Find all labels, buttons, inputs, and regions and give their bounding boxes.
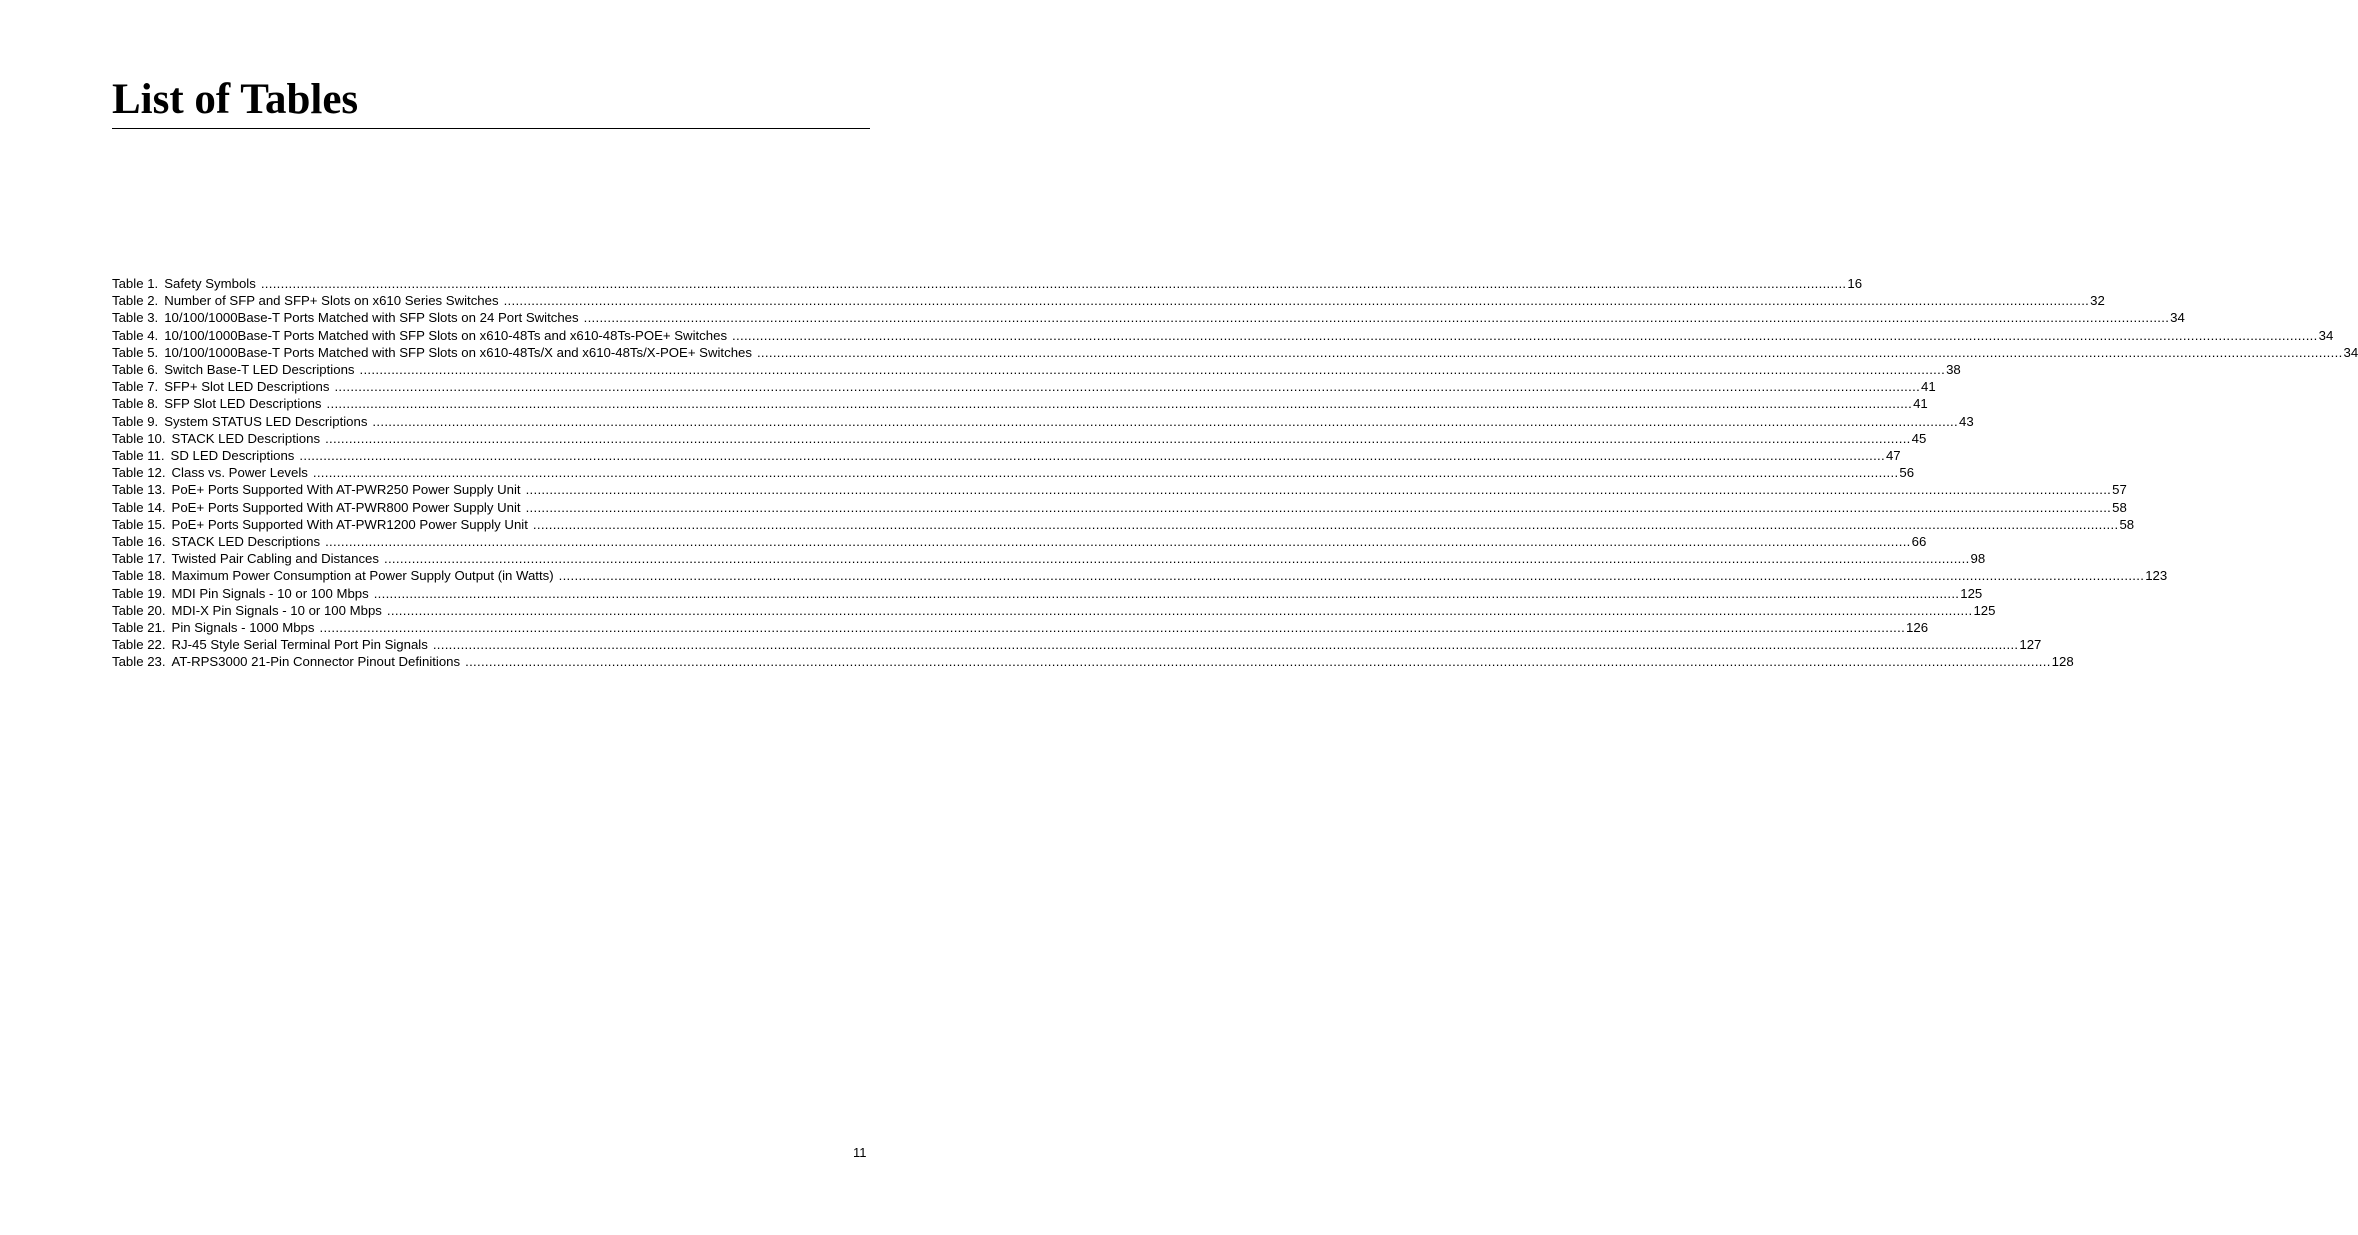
toc-entry[interactable] — [112, 653, 2074, 670]
dot-leader: ................................................................................................................................................................................................................................................................................................................................................................................................................ — [372, 413, 1958, 429]
dot-leader: ................................................................................................................................................................................................................................................................................................................................................................................................................ — [503, 293, 2090, 309]
dot-leader: ................................................................................................................................................................................................................................................................................................................................................................................................................ — [525, 499, 2112, 515]
page-reference: 43 — [1958, 413, 1974, 429]
dot-leader: ................................................................................................................................................................................................................................................................................................................................................................................................................ — [319, 620, 1906, 636]
table-list — [112, 275, 2358, 671]
table-title: Maximum Power Consumption at Power Supply Output (in Watts) — [171, 568, 554, 584]
table-number: Table 12. — [112, 465, 166, 481]
page-reference: 128 — [2051, 654, 2074, 670]
toc-entry[interactable] — [112, 636, 2042, 653]
dot-leader: ................................................................................................................................................................................................................................................................................................................................................................................................................ — [465, 654, 2051, 670]
table-number: Table 14. — [112, 499, 166, 515]
dot-leader: ................................................................................................................................................................................................................................................................................................................................................................................................................ — [756, 344, 2343, 360]
toc-entry-label — [112, 309, 579, 326]
toc-entry[interactable] — [112, 447, 1901, 464]
table-number: Table 23. — [112, 654, 166, 670]
toc-entry-label — [112, 413, 367, 430]
title-rule — [112, 128, 870, 129]
page-reference: 34 — [2343, 344, 2358, 360]
toc-entry[interactable] — [112, 430, 1927, 447]
table-number: Table 6. — [112, 362, 159, 378]
dot-leader: ................................................................................................................................................................................................................................................................................................................................................................................................................ — [386, 602, 1973, 618]
toc-entry-label — [112, 499, 521, 516]
toc-entry-label — [112, 430, 320, 447]
toc-entry[interactable] — [112, 499, 2127, 516]
dot-leader: ................................................................................................................................................................................................................................................................................................................................................................................................................ — [373, 585, 1960, 601]
dot-leader: ................................................................................................................................................................................................................................................................................................................................................................................................................ — [325, 534, 1911, 550]
toc-entry-label — [112, 327, 727, 344]
table-number: Table 9. — [112, 413, 159, 429]
table-title: Class vs. Power Levels — [171, 465, 308, 481]
page-reference: 123 — [2145, 568, 2168, 584]
table-title: Safety Symbols — [164, 276, 256, 291]
table-number: Table 2. — [112, 293, 159, 309]
table-title: PoE+ Ports Supported With AT-PWR250 Power Supply Unit — [171, 482, 521, 498]
dot-leader: ................................................................................................................................................................................................................................................................................................................................................................................................................ — [334, 379, 1921, 395]
table-number: Table 21. — [112, 620, 166, 636]
table-number: Table 20. — [112, 602, 166, 618]
table-number: Table 10. — [112, 430, 166, 446]
page-reference: 126 — [1906, 620, 1929, 636]
dot-leader: ................................................................................................................................................................................................................................................................................................................................................................................................................ — [532, 516, 2119, 532]
table-number: Table 3. — [112, 310, 159, 326]
table-number: Table 7. — [112, 379, 159, 395]
toc-entry-label — [112, 602, 382, 619]
page-reference: 34 — [2170, 310, 2185, 326]
page-reference: 58 — [2119, 516, 2135, 532]
table-title: STACK LED Descriptions — [171, 430, 321, 446]
page-reference: 66 — [1911, 534, 1927, 550]
table-number: Table 17. — [112, 551, 166, 567]
dot-leader: ................................................................................................................................................................................................................................................................................................................................................................................................................ — [583, 310, 2170, 326]
table-title: SD LED Descriptions — [170, 448, 295, 464]
page-reference: 32 — [2090, 293, 2105, 309]
toc-entry-label — [112, 344, 752, 361]
table-number: Table 8. — [112, 396, 159, 412]
toc-entry[interactable] — [112, 533, 1927, 550]
toc-entry-label — [112, 275, 256, 292]
toc-entry-label — [112, 447, 294, 464]
toc-entry[interactable] — [112, 327, 2334, 344]
page-reference: 16 — [1847, 276, 1863, 291]
toc-entry[interactable] — [112, 413, 1974, 430]
toc-entry[interactable] — [112, 395, 1928, 412]
toc-entry-label — [112, 481, 521, 498]
page-reference: 125 — [1960, 585, 1983, 601]
page-reference: 41 — [1921, 379, 1936, 395]
toc-entry[interactable] — [112, 550, 1986, 567]
dot-leader: ................................................................................................................................................................................................................................................................................................................................................................................................................ — [325, 430, 1911, 446]
table-number: Table 4. — [112, 327, 159, 343]
table-title: MDI Pin Signals - 10 or 100 Mbps — [171, 585, 369, 601]
toc-entry[interactable] — [112, 361, 1961, 378]
table-title: PoE+ Ports Supported With AT-PWR1200 Power Supply Unit — [171, 516, 528, 532]
dot-leader: ................................................................................................................................................................................................................................................................................................................................................................................................................ — [326, 396, 1913, 412]
table-title: Number of SFP and SFP+ Slots on x610 Series Switches — [164, 293, 499, 309]
toc-entry-label — [112, 585, 369, 602]
table-number: Table 22. — [112, 637, 166, 653]
toc-entry-label — [112, 395, 322, 412]
table-title: Switch Base-T LED Descriptions — [164, 362, 355, 378]
toc-entry[interactable] — [112, 292, 2105, 309]
dot-leader: ................................................................................................................................................................................................................................................................................................................................................................................................................ — [432, 637, 2019, 653]
dot-leader: ................................................................................................................................................................................................................................................................................................................................................................................................................ — [383, 551, 1970, 567]
toc-entry[interactable] — [112, 309, 2185, 326]
dot-leader: ................................................................................................................................................................................................................................................................................................................................................................................................................ — [299, 448, 1885, 464]
page-reference: 125 — [1973, 602, 1996, 618]
toc-entry[interactable] — [112, 567, 2168, 584]
toc-entry[interactable] — [112, 344, 2358, 361]
toc-entry-label — [112, 378, 329, 395]
dot-leader: ................................................................................................................................................................................................................................................................................................................................................................................................................ — [359, 362, 1946, 378]
table-title: System STATUS LED Descriptions — [164, 413, 368, 429]
toc-entry-label — [112, 361, 355, 378]
toc-entry-label — [112, 567, 554, 584]
table-number: Table 1. — [112, 276, 159, 291]
toc-entry[interactable] — [112, 585, 1983, 602]
table-title: MDI-X Pin Signals - 10 or 100 Mbps — [171, 602, 382, 618]
page-reference: 58 — [2112, 499, 2127, 515]
table-title: 10/100/1000Base-T Ports Matched with SFP Slots on 24 Port Switches — [164, 310, 579, 326]
table-number: Table 11. — [112, 448, 165, 464]
toc-entry[interactable] — [112, 378, 1936, 395]
table-title: STACK LED Descriptions — [171, 534, 321, 550]
table-number: Table 18. — [112, 568, 166, 584]
page-reference: 41 — [1913, 396, 1928, 412]
page-reference: 56 — [1899, 465, 1915, 481]
toc-entry-label — [112, 653, 460, 670]
dot-leader: ................................................................................................................................................................................................................................................................................................................................................................................................................ — [732, 327, 2318, 343]
page-reference: 98 — [1970, 551, 1986, 567]
table-title: Twisted Pair Cabling and Distances — [171, 551, 379, 567]
page-reference: 45 — [1911, 430, 1927, 446]
dot-leader: ................................................................................................................................................................................................................................................................................................................................................................................................................ — [525, 482, 2112, 498]
table-number: Table 13. — [112, 482, 166, 498]
toc-entry-label — [112, 464, 308, 481]
toc-entry-label — [112, 636, 428, 653]
table-number: Table 5. — [112, 344, 159, 360]
toc-entry[interactable] — [112, 516, 2135, 533]
table-title: AT-RPS3000 21-Pin Connector Pinout Definitions — [171, 654, 461, 670]
page-title: List of Tables — [112, 76, 359, 123]
toc-entry-label — [112, 292, 499, 309]
toc-entry[interactable] — [112, 464, 1915, 481]
table-number: Table 19. — [112, 585, 166, 601]
table-title: PoE+ Ports Supported With AT-PWR800 Power Supply Unit — [171, 499, 521, 515]
dot-leader: ................................................................................................................................................................................................................................................................................................................................................................................................................ — [558, 568, 2145, 584]
table-number: Table 16. — [112, 534, 166, 550]
page-number: 11 — [853, 1145, 867, 1160]
toc-entry[interactable] — [112, 619, 1929, 636]
toc-entry[interactable] — [112, 275, 1863, 292]
page-reference: 127 — [2019, 637, 2042, 653]
table-title: 10/100/1000Base-T Ports Matched with SFP Slots on x610-48Ts and x610-48Ts-POE+ Switches — [164, 327, 728, 343]
table-number: Table 15. — [112, 516, 166, 532]
toc-entry-label — [112, 619, 314, 636]
table-title: Pin Signals - 1000 Mbps — [171, 620, 315, 636]
page-reference: 57 — [2112, 482, 2127, 498]
toc-entry-label — [112, 533, 320, 550]
toc-entry-label — [112, 516, 528, 533]
toc-entry[interactable] — [112, 481, 2127, 498]
page-reference: 47 — [1885, 448, 1901, 464]
page-reference: 38 — [1946, 362, 1961, 378]
table-title: RJ-45 Style Serial Terminal Port Pin Signals — [171, 637, 428, 653]
dot-leader: ................................................................................................................................................................................................................................................................................................................................................................................................................ — [260, 276, 1847, 291]
page-reference: 34 — [2318, 327, 2334, 343]
table-title: SFP+ Slot LED Descriptions — [164, 379, 330, 395]
toc-entry-label — [112, 550, 379, 567]
table-title: SFP Slot LED Descriptions — [164, 396, 322, 412]
table-title: 10/100/1000Base-T Ports Matched with SFP Slots on x610-48Ts/X and x610-48Ts/X-POE+ Switches — [164, 344, 752, 360]
toc-entry[interactable] — [112, 602, 1996, 619]
dot-leader: ................................................................................................................................................................................................................................................................................................................................................................................................................ — [312, 465, 1899, 481]
